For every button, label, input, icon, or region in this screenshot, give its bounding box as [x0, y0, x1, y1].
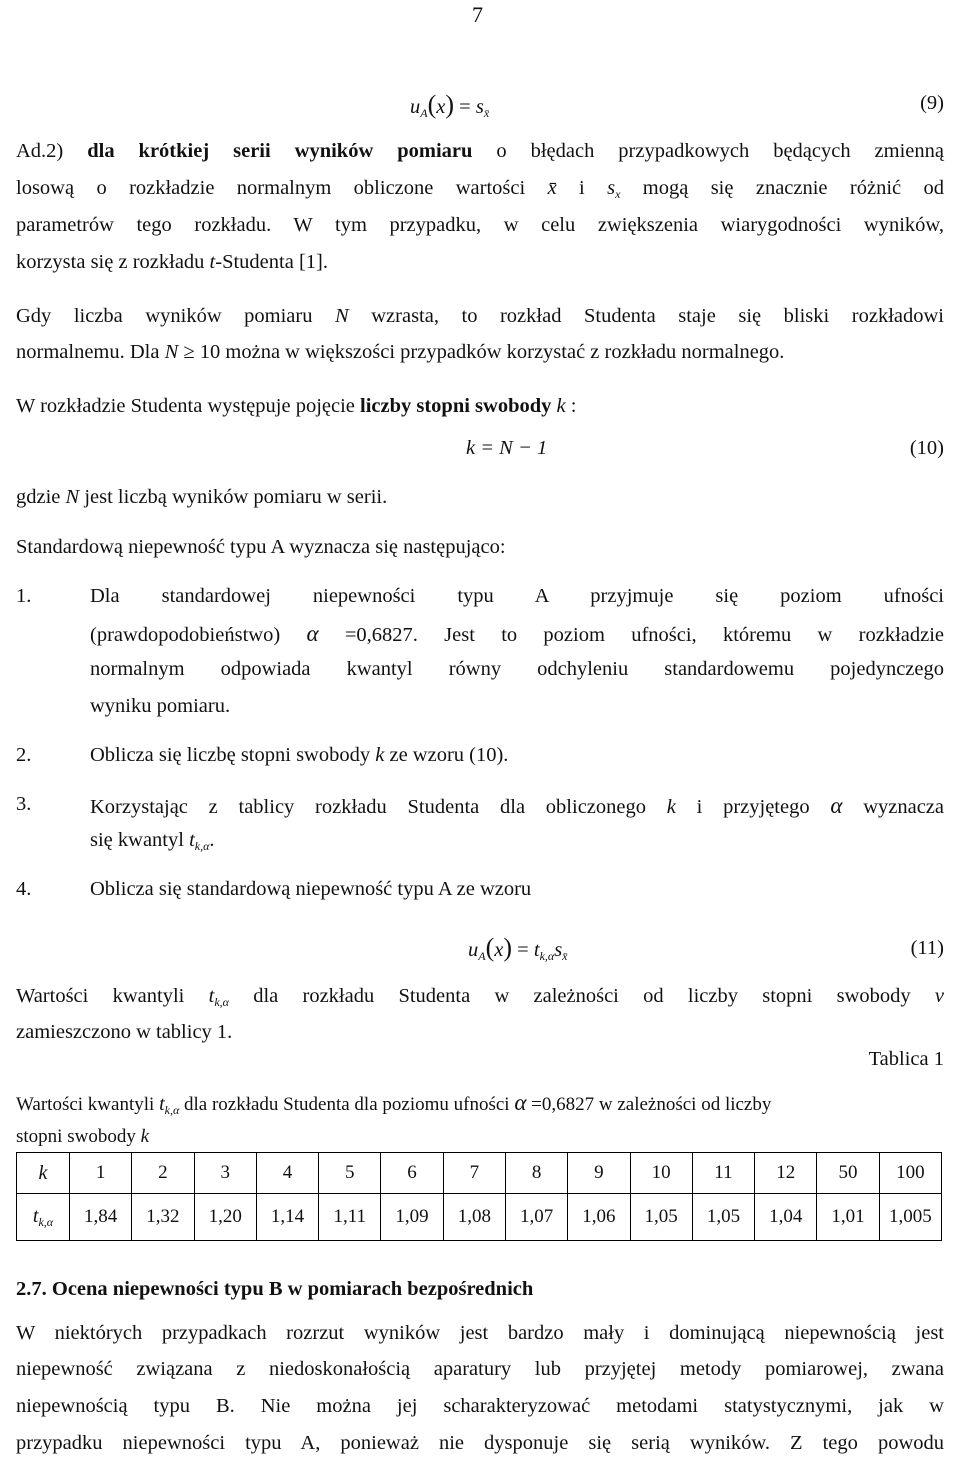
- table-cell: 2: [132, 1153, 194, 1194]
- table-cell: 3: [194, 1153, 256, 1194]
- last-para-line-2: niepewność związana z niedoskonałością aparatury lub przyjętej metody pomiarowej, zwana: [16, 1358, 944, 1380]
- equation-9-number: (9): [920, 92, 944, 114]
- table-cell: 5: [319, 1153, 381, 1194]
- table-cell: 1,14: [256, 1194, 318, 1241]
- table-head-t: $t_{k,\alpha}$: [17, 1194, 70, 1241]
- gdy-line-2: normalnemu. Dla N ≥ 10 można w większości przypadków korzystać z rozkładu normalnego.: [16, 341, 785, 363]
- table-cell: 11: [692, 1153, 754, 1194]
- page-number: 7: [472, 2, 483, 27]
- table-head-k: k: [17, 1153, 70, 1194]
- table-cell: 1: [70, 1153, 132, 1194]
- item-1-line-3: normalnym odpowiada kwantyl równy odchyleniu standardowemu pojedynczego: [90, 658, 944, 680]
- item-2-number: 2.: [16, 744, 32, 766]
- item-1-line-2: (prawdopodobieństwo) α =0,6827. Jest to poziom ufności, któremu w rozkładzie: [90, 621, 945, 646]
- section-heading: 2.7. Ocena niepewności typu B w pomiarach bezpośrednich: [16, 1278, 534, 1300]
- item-2-line: Oblicza się liczbę stopni swobody k ze wzoru (10).: [90, 744, 509, 766]
- equation-11: $u_A(x) = t_{k,\alpha}s_{x̄}$: [468, 933, 568, 963]
- table-cell: 1,11: [319, 1194, 381, 1241]
- table-cell: 8: [505, 1153, 567, 1194]
- table-label: Tablica 1: [868, 1048, 944, 1070]
- ad2-line-1: Ad.2) dla krótkiej serii wyników pomiaru o błędach przypadkowych będących zmienną: [16, 140, 944, 162]
- table-cell: 1,04: [755, 1194, 817, 1241]
- last-para-line-4: przypadku niepewności typu A, ponieważ nie dysponuje się serią wyników. Z tego powodu: [16, 1432, 944, 1454]
- table-cell: 1,09: [381, 1194, 443, 1241]
- item-1-number: 1.: [16, 585, 32, 607]
- item-3-line-2: się kwantyl $t_{k,\alpha}$.: [90, 829, 215, 853]
- students-dof-sentence: W rozkładzie Studenta występuje pojęcie liczby stopni swobody k :: [16, 395, 577, 417]
- table-cell: 1,20: [194, 1194, 256, 1241]
- gdzie-line: gdzie N jest liczbą wyników pomiaru w serii.: [16, 486, 388, 508]
- item-4-line: Oblicza się standardową niepewność typu A ze wzoru: [90, 878, 532, 900]
- ad2-line-3: parametrów tego rozkładu. W tym przypadku, w celu zwiększenia wiarygodności wyników,: [16, 214, 944, 236]
- table-cell: 1,01: [817, 1194, 879, 1241]
- equation-10-number: (10): [909, 437, 944, 459]
- wartosci-line-1: Wartości kwantyli $t_{k,\alpha}$ dla rozkładu Studenta w zależności od liczby stopni swobody v: [16, 985, 944, 1009]
- table-cell: 9: [568, 1153, 630, 1194]
- table-caption-line-1: Wartości kwantyli $t_{k,\alpha}$ dla rozkładu Studenta dla poziomu ufności α =0,6827 w zależności od liczby: [16, 1090, 772, 1117]
- last-para-line-1: W niektórych przypadkach rozrzut wyników jest bardzo mały i dominującą niepewnością jest: [16, 1322, 944, 1344]
- table-cell: 12: [755, 1153, 817, 1194]
- gdy-line-1: Gdy liczba wyników pomiaru N wzrasta, to rozkład Studenta staje się bliski rozkładowi: [16, 305, 944, 327]
- table-cell: 1,06: [568, 1194, 630, 1241]
- equation-11-number: (11): [910, 937, 944, 959]
- table-cell: 1,05: [692, 1194, 754, 1241]
- ad2-line-4: korzysta się z rozkładu t-Studenta [1].: [16, 251, 328, 273]
- equation-9: $u_A(x) = s_{x̄}$: [410, 90, 490, 120]
- table-row-t: [17, 1194, 942, 1241]
- item-4-number: 4.: [16, 878, 32, 900]
- table-cell: 50: [817, 1153, 879, 1194]
- table-cell: 7: [443, 1153, 505, 1194]
- table-cell: 4: [256, 1153, 318, 1194]
- item-1-line-1: Dla standardowej niepewności typu A przyjmuje się poziom ufności: [90, 585, 944, 607]
- wartosci-line-2: zamieszczono w tablicy 1.: [16, 1021, 233, 1043]
- table-cell: 6: [381, 1153, 443, 1194]
- item-3-number: 3.: [16, 793, 32, 815]
- item-1-line-4: wyniku pomiaru.: [90, 695, 231, 717]
- table-cell: 1,08: [443, 1194, 505, 1241]
- table-caption-line-2: stopni swobody k: [16, 1126, 150, 1147]
- standardowa-line: Standardową niepewność typu A wyznacza się następująco:: [16, 536, 506, 558]
- table-cell: 1,005: [879, 1194, 941, 1241]
- table-row-k: [17, 1153, 942, 1194]
- equation-10: k = N − 1: [466, 437, 548, 459]
- table-cell: 100: [879, 1153, 941, 1194]
- quantile-table: [16, 1152, 942, 1241]
- item-3-line-1: Korzystając z tablicy rozkładu Studenta dla obliczonego k i przyjętego α wyznacza: [90, 793, 944, 818]
- table-cell: 1,84: [70, 1194, 132, 1241]
- table-cell: 10: [630, 1153, 692, 1194]
- ad2-line-2: losową o rozkładzie normalnym obliczone wartości x̄ i $s_x$ mogą się znacznie różnić od: [16, 177, 944, 201]
- table-cell: 1,07: [505, 1194, 567, 1241]
- last-para-line-3: niepewnością typu B. Nie można jej scharakteryzować metodami statystycznymi, jak w: [16, 1395, 944, 1417]
- table-cell: 1,05: [630, 1194, 692, 1241]
- table-cell: 1,32: [132, 1194, 194, 1241]
